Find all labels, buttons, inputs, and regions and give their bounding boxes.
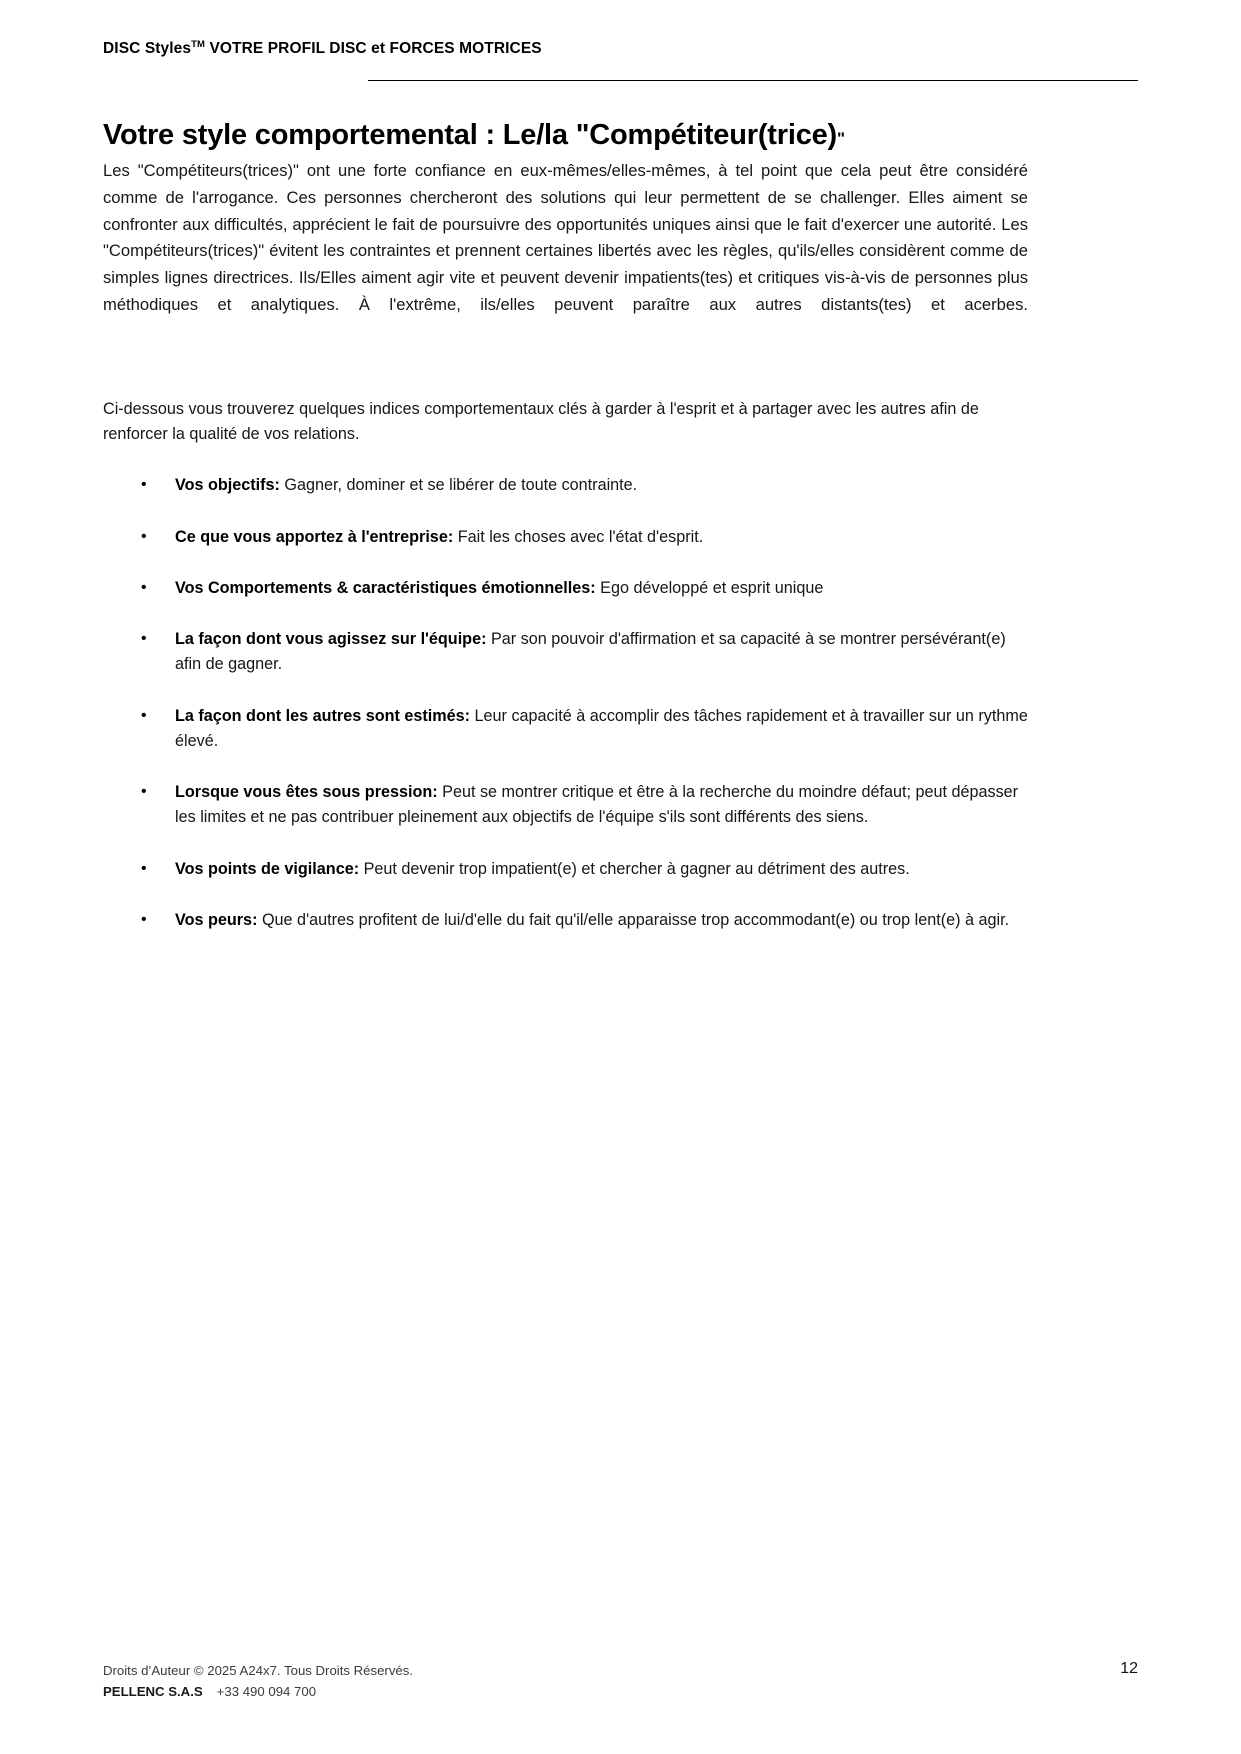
list-item — [103, 525, 1028, 550]
document-footer — [103, 1660, 1138, 1702]
list-item — [103, 704, 1028, 755]
tip-label: Vos Comportements & caractéristiques émotionnelles: — [175, 578, 596, 597]
list-item — [103, 473, 1028, 498]
document-content — [103, 118, 1028, 959]
footer-phone-number: +33 490 094 700 — [216, 1683, 317, 1699]
intro-paragraph: Ci-dessous vous trouverez quelques indices comportementaux clés à garder à l'esprit et à partager avec les autres afin de renforcer la qualité de vos relations. — [103, 400, 979, 444]
tip-text: Peut se montrer critique et être à la recherche du moindre défaut; peut dépasser les limites et ne pas contribuer pleinement aux objectifs de l'équipe s'ils sont différents des siens. — [175, 783, 1019, 827]
list-item — [103, 908, 1028, 933]
tip-text: Gagner, dominer et se libérer de toute contrainte. — [279, 476, 638, 495]
bullet-icon: • — [141, 630, 147, 648]
header-divider — [368, 80, 1138, 81]
tip-label: Vos peurs: — [175, 911, 258, 930]
tip-text: Que d'autres profitent de lui/d'elle du fait qu'il/elle apparaisse trop accommodant(e) ou trop lent(e) à agir. — [257, 911, 1010, 930]
list-spacer — [103, 447, 1028, 473]
tip-text: Peut devenir trop impatient(e) et chercher à gagner au détriment des autres. — [359, 859, 910, 878]
footer-company-name: PELLENC S.A.S — [103, 1683, 203, 1699]
tip-label: La façon dont vous agissez sur l'équipe: — [175, 630, 487, 649]
page-title-main: Votre style comportemental : Le/la "Compétiteur(trice) — [103, 119, 838, 151]
bullet-icon: • — [141, 527, 147, 545]
page-title-closing-quote: " — [837, 129, 845, 148]
tip-label: Ce que vous apportez à l'entreprise: — [175, 527, 454, 546]
tip-text: Ego développé et esprit unique — [595, 578, 824, 597]
header-title-trademark: TM — [191, 38, 206, 50]
bullet-icon: • — [141, 706, 147, 724]
header-title-prefix: DISC Styles — [103, 40, 192, 57]
header-title — [103, 40, 1138, 58]
page-title — [103, 118, 1028, 152]
content-spacer — [103, 345, 1028, 397]
page-number: 12 — [1120, 1659, 1138, 1677]
footer-contact — [103, 1681, 1138, 1702]
style-description-paragraph: Les "Compétiteurs(trices)" ont une forte confiance en eux-mêmes/elles-mêmes, à tel point que cela peut être considéré comme de l'arrogance. Ces personnes chercheront des solutions qui leur permettent de se challenger. Elles aiment se confronter aux difficultés, apprécient le fait de poursuivre des opportunités uniques ainsi que le fait d'exercer une autorité. Les "Compétiteurs(trices)" évitent les contraintes et prennent certaines libertés avec les règles, qu'ils/elles considèrent comme de simples lignes directrices. Ils/Elles aiment agir vite et peuvent devenir impatients(tes) et critiques vis-à-vis de personnes plus méthodiques et analytiques. À l'extrême, ils/elles peuvent paraître aux autres distants(tes) et acerbes. — [103, 161, 1028, 314]
tip-text: Fait les choses avec l'état d'esprit. — [453, 527, 704, 546]
list-item — [103, 780, 1028, 831]
tip-text: Leur capacité à accomplir des tâches rapidement et à travailler sur un rythme élevé. — [175, 706, 1028, 750]
bullet-icon: • — [141, 859, 147, 877]
list-item — [103, 576, 1028, 601]
behavioral-tips-list — [103, 473, 1028, 933]
tip-text: Par son pouvoir d'affirmation et sa capacité à se montrer persévérant(e) afin de gagner. — [175, 630, 1006, 674]
tip-label: Lorsque vous êtes sous pression: — [175, 783, 438, 802]
header-title-rest: VOTRE PROFIL DISC et FORCES MOTRICES — [205, 40, 542, 57]
document-header — [103, 40, 1138, 58]
bullet-icon: • — [141, 783, 147, 801]
bullet-icon: • — [141, 578, 147, 596]
list-item — [103, 627, 1028, 678]
list-item — [103, 857, 1028, 882]
footer-copyright: Droits d’Auteur © 2025 A24x7. Tous Droits Réservés. — [103, 1662, 414, 1678]
bullet-icon: • — [141, 476, 147, 494]
bullet-icon: • — [141, 911, 147, 929]
tip-label: Vos objectifs: — [175, 476, 280, 495]
tip-label: Vos points de vigilance: — [175, 859, 360, 878]
tip-label: La façon dont les autres sont estimés: — [175, 706, 471, 725]
